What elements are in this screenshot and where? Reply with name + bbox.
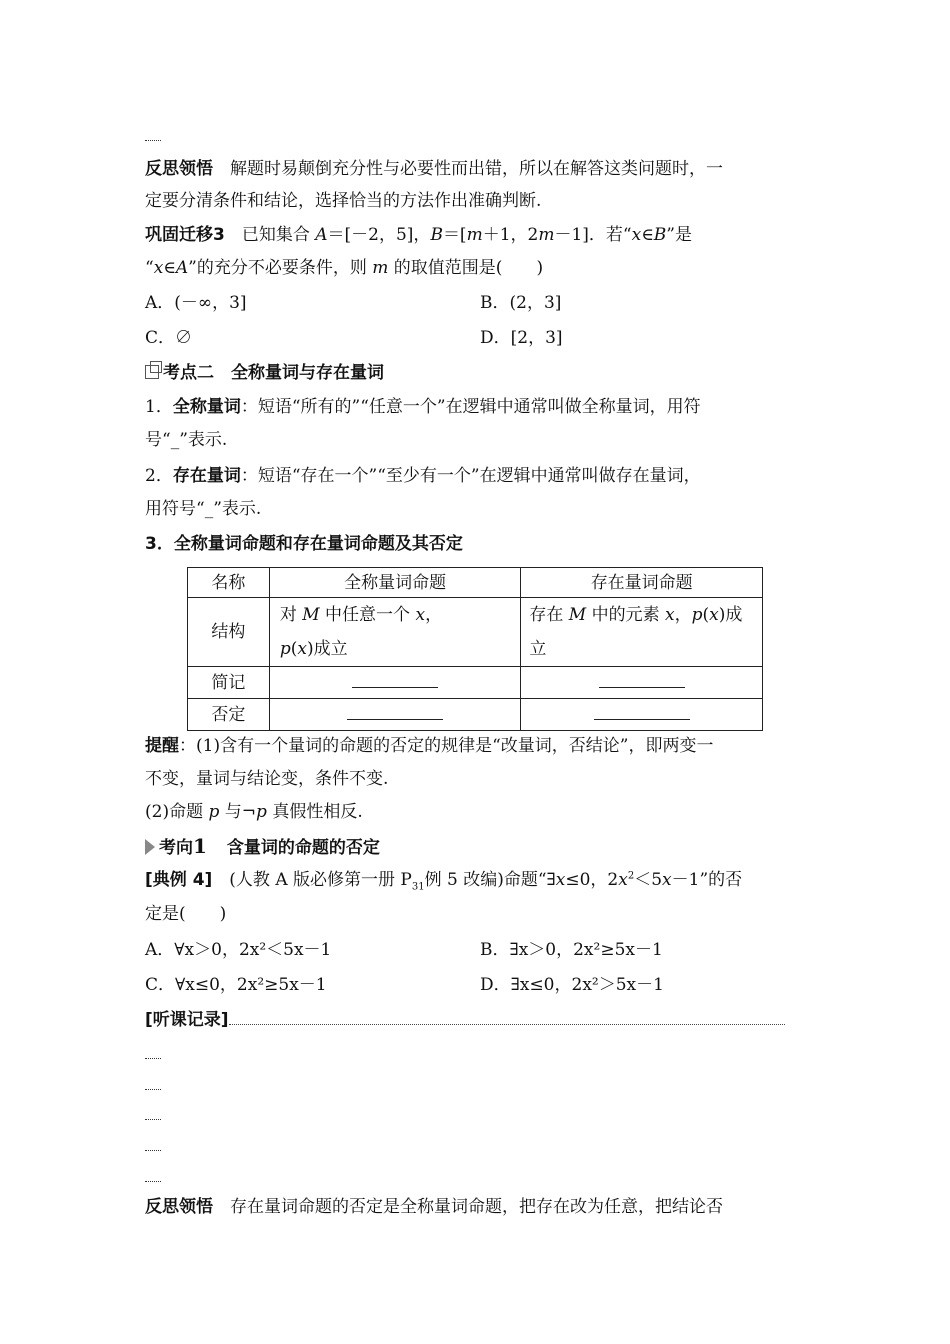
reflection-label: 反思领悟: [145, 1197, 213, 1217]
quantifier-table: [187, 567, 763, 731]
item-universal-cont: 号“_”表示.: [145, 430, 228, 450]
reminder-paragraph-cont: 不变，量词与结论变，条件不变.: [145, 769, 389, 789]
section-icon: [145, 365, 159, 379]
universal-short-blank: [269, 667, 521, 699]
listen-record: [145, 1009, 785, 1031]
existential-negation-blank: [521, 699, 763, 731]
answer-line: [145, 1181, 161, 1182]
example-option-b: B．∃x＞0，2x²≥5x－1: [480, 940, 663, 960]
option-a: A．(－∞，3]: [145, 293, 247, 313]
item-universal: 1．全称量词：短语“所有的”“任意一个”在逻辑中通常叫做全称量词，用符: [145, 397, 701, 417]
example-option-c: C．∀x≤0，2x²≥5x－1: [145, 975, 327, 995]
header-name: 名称: [188, 568, 270, 598]
consolidate-question: 巩固迁移3 已知集合 A＝[－2，5]，B＝[m＋1，2m－1]．若“x∈B”是: [145, 225, 692, 245]
row-structure-label: 结构: [188, 598, 270, 667]
reminder-paragraph: 提醒：(1)含有一个量词的命题的否定的规律是“改量词，否结论”，即两变一: [145, 736, 714, 756]
item-existential-cont: 用符号“_”表示.: [145, 499, 262, 519]
header-universal: 全称量词命题: [269, 568, 521, 598]
answer-line: [145, 1119, 161, 1120]
row-short-label: 简记: [188, 667, 270, 699]
reflection-text: 解题时易颠倒充分性与必要性而出错，所以在解答这类问题时，一: [213, 159, 723, 179]
direction-label: 考向: [159, 838, 193, 858]
reflection-label: 反思领悟: [145, 159, 213, 179]
answer-line: [145, 1058, 161, 1059]
reflection-paragraph-1: [145, 158, 723, 180]
listen-dotted-line: [229, 1010, 785, 1025]
reflection-paragraph-1-cont: 定要分清条件和结论，选择恰当的方法作出准确判断.: [145, 191, 542, 211]
direction-heading: [145, 835, 380, 859]
example-question: [典例 4] (人教 A 版必修第一册 $P_{31}$例 5 改编)命题“∃x≤0，$2x^2<5x-1$”的否: [145, 870, 743, 893]
universal-negation-blank: [269, 699, 521, 731]
arrow-icon: [145, 839, 155, 855]
reminder-label: 提醒: [145, 736, 179, 756]
answer-line: [145, 140, 161, 141]
existential-structure: 存在 M 中的元素 x，p(x)成 立: [521, 598, 763, 667]
reflection-paragraph-2: 反思领悟 存在量词命题的否定是全称量词命题，把存在改为任意，把结论否: [145, 1197, 723, 1217]
option-c: C．∅: [145, 328, 193, 348]
section-title: 考点二 全称量词与存在量词: [163, 363, 384, 383]
example-option-a: A．∀x＞0，2x²＜5x－1: [145, 940, 332, 960]
option-b: B．(2，3]: [480, 293, 562, 313]
direction-title: 含量词的命题的否定: [226, 838, 380, 858]
item-existential: 2．存在量词：短语“存在一个”“至少有一个”在逻辑中通常叫做存在量词，: [145, 466, 701, 486]
option-d: D．[2，3]: [480, 328, 563, 348]
item-table-title: 3．全称量词命题和存在量词命题及其否定: [145, 534, 463, 554]
example-label: [典例 4]: [145, 870, 213, 890]
consolidate-question-cont: “x∈A”的充分不必要条件，则 m 的取值范围是( ): [145, 258, 544, 278]
existential-short-blank: [521, 667, 763, 699]
reminder-paragraph-2: (2)命题 p 与¬p 真假性相反.: [145, 802, 363, 822]
consolidate-label: 巩固迁移3: [145, 225, 225, 245]
answer-line: [145, 1150, 161, 1151]
section-heading: [145, 362, 384, 384]
answer-line: [145, 1089, 161, 1090]
header-existential: 存在量词命题: [521, 568, 763, 598]
listen-label: [听课记录]: [145, 1010, 229, 1030]
universal-structure: 对 M 中任意一个 x， p(x)成立: [269, 598, 521, 667]
example-option-d: D．∃x≤0，2x²＞5x－1: [480, 975, 664, 995]
row-negation-label: 否定: [188, 699, 270, 731]
direction-number: 1: [193, 834, 207, 858]
example-question-cont: 定是( ): [145, 904, 227, 924]
